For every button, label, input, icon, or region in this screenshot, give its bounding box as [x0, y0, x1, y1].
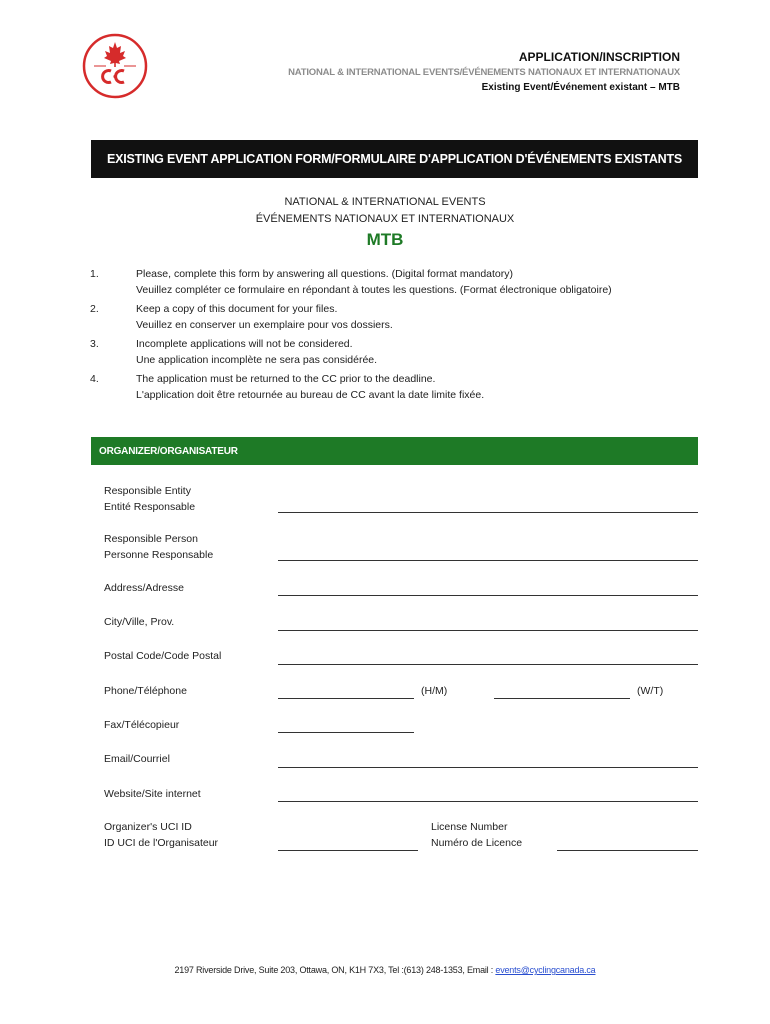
footer-contact [0, 965, 770, 975]
label-french: Entité Responsable [104, 500, 196, 513]
label-english: Responsible Entity [104, 485, 191, 497]
responsible-entity-label [104, 484, 195, 515]
label-english: Responsible Person [104, 533, 198, 545]
email-field[interactable] [278, 767, 698, 768]
uci-id-field[interactable] [278, 850, 418, 851]
instruction-english: Please, complete this form by answering all questions. (Digital format mandatory) [136, 268, 513, 280]
instruction-french: L'application doit être retournée au bureau de CC avant la date limite fixée. [136, 388, 485, 401]
footer-address: 2197 Riverside Drive, Suite 203, Ottawa, ON, K1H 7X3, Tel :(613) 248-1353, Email : [174, 965, 496, 975]
label-french: Personne Responsable [104, 548, 214, 561]
label-french: Numéro de Licence [431, 836, 523, 849]
cycling-canada-logo [82, 33, 148, 99]
subtitle-english: NATIONAL & INTERNATIONAL EVENTS [284, 196, 486, 208]
form-title-banner [91, 140, 698, 178]
label-english: License Number [431, 821, 508, 833]
instruction-english: The application must be returned to the CC prior to the deadline. [136, 373, 436, 385]
responsible-person-field[interactable] [278, 560, 698, 561]
subtitle-french: ÉVÉNEMENTS NATIONAUX ET INTERNATIONAUX [255, 213, 515, 225]
uci-id-label [104, 820, 218, 851]
phone-work-field[interactable] [494, 698, 630, 699]
section-title: ORGANIZER/ORGANISATEUR [99, 445, 238, 457]
responsible-person-label [104, 532, 213, 563]
footer-email-link[interactable]: events@cyclingcanada.ca [495, 965, 596, 975]
instruction-number: 4. [90, 373, 99, 385]
list-item [90, 337, 710, 368]
list-item [90, 302, 710, 333]
form-title: EXISTING EVENT APPLICATION FORM/FORMULAIRE D'APPLICATION D'ÉVÉNEMENTS EXISTANTS [106, 152, 683, 166]
label-french: ID UCI de l'Organisateur [104, 836, 219, 849]
address-field[interactable] [278, 595, 698, 596]
license-number-field[interactable] [557, 850, 698, 851]
city-label: City/Ville, Prov. [104, 616, 175, 628]
instruction-french: Une application incomplète ne sera pas considérée. [136, 353, 378, 366]
instruction-number: 1. [90, 268, 99, 280]
address-label: Address/Adresse [104, 582, 184, 594]
email-label: Email/Courriel [104, 753, 170, 765]
city-field[interactable] [278, 630, 698, 631]
postal-code-label: Postal Code/Code Postal [104, 650, 222, 662]
instruction-french: Veuillez compléter ce formulaire en répondant à toutes les questions. (Format électronique obligatoire) [136, 283, 612, 296]
phone-label: Phone/Téléphone [104, 685, 187, 697]
instruction-french: Veuillez en conserver un exemplaire pour vos dossiers. [136, 318, 393, 331]
postal-code-field[interactable] [278, 664, 698, 665]
website-label: Website/Site internet [104, 788, 201, 800]
list-item [90, 267, 710, 298]
phone-home-field[interactable] [278, 698, 414, 699]
header-title: APPLICATION/INSCRIPTION [518, 50, 680, 64]
instruction-english: Incomplete applications will not be considered. [136, 338, 353, 350]
instruction-number: 2. [90, 303, 99, 315]
header-event-type: Existing Event/Événement existant – MTB [481, 82, 680, 93]
phone-work-suffix: (W/T) [637, 685, 664, 697]
organizer-section-header [91, 437, 698, 465]
header-subtitle: NATIONAL & INTERNATIONAL EVENTS/ÉVÉNEMENTS NATIONAUX ET INTERNATIONAUX [288, 67, 680, 78]
fax-label: Fax/Télécopieur [104, 719, 180, 731]
instruction-number: 3. [90, 338, 99, 350]
list-item [90, 372, 710, 403]
fax-field[interactable] [278, 732, 414, 733]
instruction-english: Keep a copy of this document for your files. [136, 303, 338, 315]
responsible-entity-field[interactable] [278, 512, 698, 513]
instruction-list [90, 267, 710, 407]
license-number-label [431, 820, 522, 851]
phone-home-suffix: (H/M) [421, 685, 448, 697]
label-english: Organizer's UCI ID [104, 821, 192, 833]
website-field[interactable] [278, 801, 698, 802]
discipline-title: MTB [366, 230, 404, 249]
